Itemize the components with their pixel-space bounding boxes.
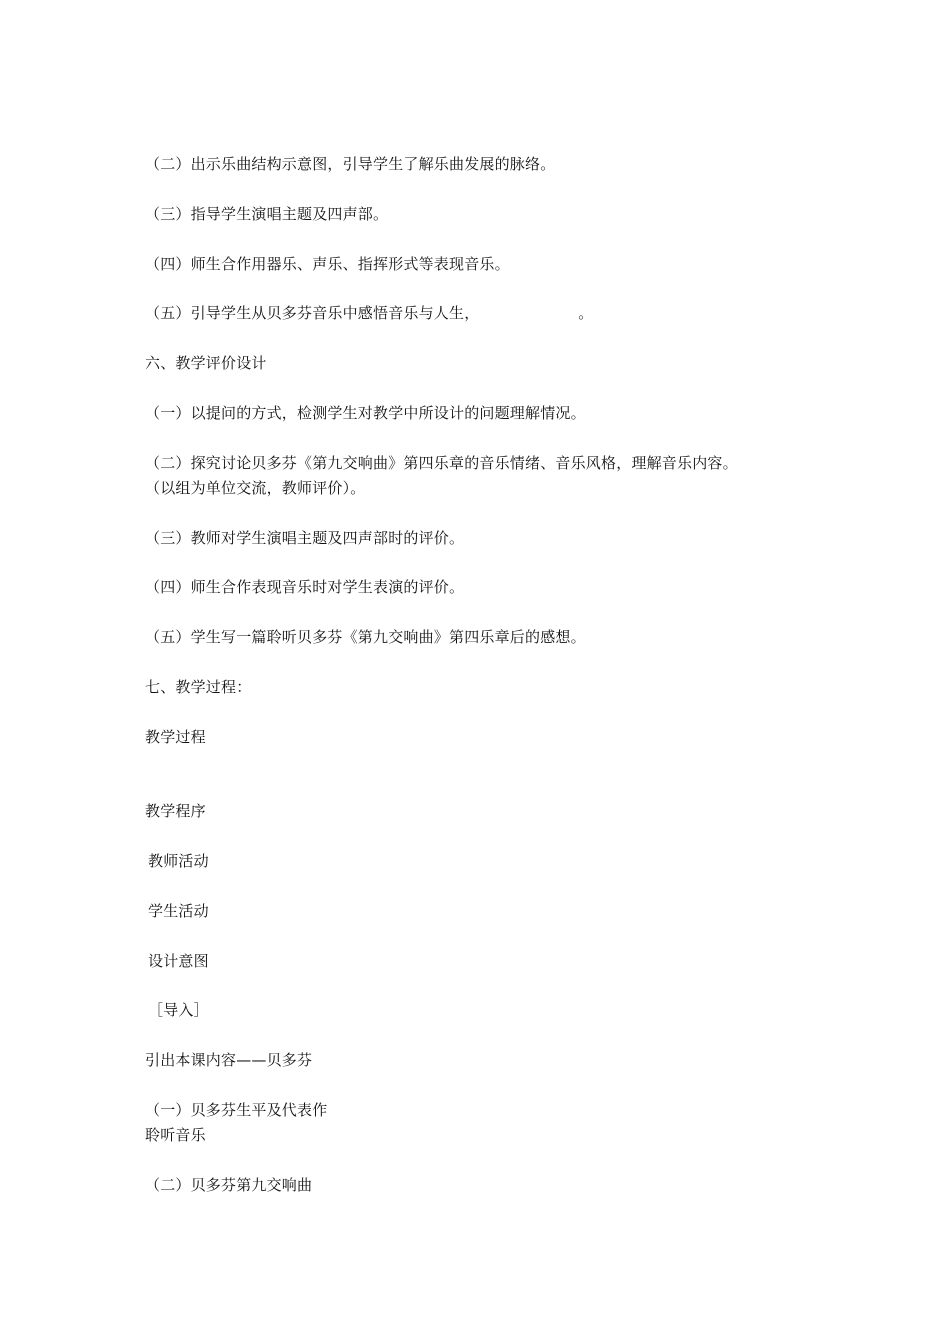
text-line-write-reflection: （五）学生写一篇聆听贝多芬《第九交响曲》第四乐章后的感想。 — [145, 628, 586, 646]
text-line-cooperate-perform: （四）师生合作用器乐、声乐、指挥形式等表现音乐。 — [145, 255, 510, 273]
text-line-performance-evaluation: （四）师生合作表现音乐时对学生表演的评价。 — [145, 578, 465, 596]
table-header-teacher-activity: 教师活动 — [148, 852, 209, 870]
text-line-group-exchange: （以组为单位交流，教师评价）。 — [145, 479, 366, 497]
table-cell-listen-music: 聆听音乐 — [145, 1126, 206, 1144]
text-line-teacher-evaluation: （三）教师对学生演唱主题及四声部时的评价。 — [145, 529, 465, 547]
text-line-life-insight: （五）引导学生从贝多芬音乐中感悟音乐与人生， 。 — [145, 304, 594, 322]
table-cell-biography: （一）贝多芬生平及代表作 — [145, 1101, 328, 1119]
section-heading-process: 七、教学过程： — [145, 678, 252, 696]
section-heading-evaluation: 六、教学评价设计 — [145, 354, 267, 372]
table-header-procedure: 教学程序 — [145, 802, 206, 820]
text-line-sing-theme: （三）指导学生演唱主题及四声部。 — [145, 205, 389, 223]
table-cell-introduction: ［导入］ — [148, 1001, 209, 1019]
table-header-student-activity: 学生活动 — [148, 902, 209, 920]
text-line-questioning: （一）以提问的方式，检测学生对教学中所设计的问题理解情况。 — [145, 404, 586, 422]
table-header-design-intent: 设计意图 — [148, 952, 209, 970]
text-line-structure-diagram: （二）出示乐曲结构示意图，引导学生了解乐曲发展的脉络。 — [145, 155, 556, 173]
text-line-discussion: （二）探究讨论贝多芬《第九交响曲》第四乐章的音乐情绪、音乐风格，理解音乐内容。 — [145, 454, 738, 472]
table-cell-lead-in-content: 引出本课内容——贝多芬 — [145, 1051, 313, 1069]
table-title-process: 教学过程 — [145, 728, 206, 746]
table-cell-ninth-symphony: （二）贝多芬第九交响曲 — [145, 1176, 313, 1194]
